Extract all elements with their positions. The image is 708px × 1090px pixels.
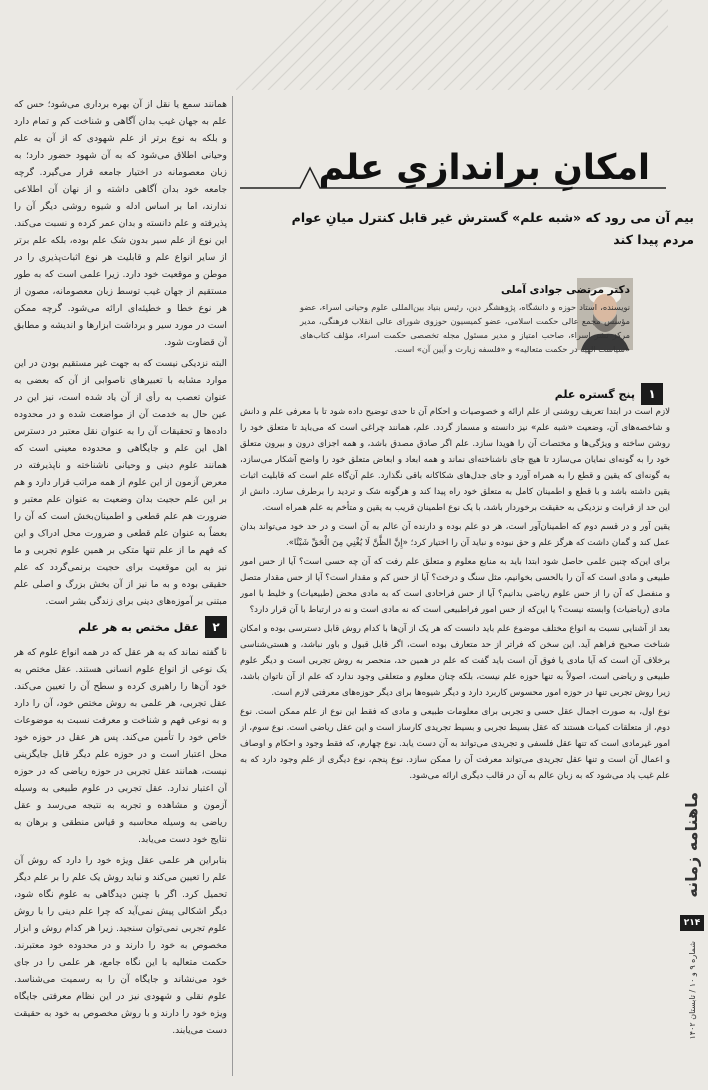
section-1-heading — [555, 383, 663, 405]
issue-text: شماره ۹ و ۱۰ / تابستان ۱۴۰۲ — [687, 940, 697, 1040]
section-2-title: عقل مختص به هر علم — [78, 620, 199, 634]
decorative-stripes — [236, 0, 668, 90]
author-name: دکتر مرتضی جوادی آملی — [501, 284, 630, 296]
magazine-logo-text: ماهنامه زمانه — [681, 792, 701, 898]
article-title: امکانِ براندازیِ علم — [318, 148, 650, 188]
left-text-column — [14, 96, 227, 1071]
left-section2-paragraph-2: بنابراین هر علمی عقل ویژه خود را دارد که روش آن علم را تعیین می‌کند و نباید روش یک علم را بر علم دیگر تحمیل کرد. اگر با چنین دیدگاهی به علوم نگاه شود، دیگر اشکالی پیش نمی‌آید که چرا علم دینی را با روش علوم تجربی نمی‌توان سنجید. زیرا هر کدام روش و ابزار مخصوص به خود را دارند و در محدوده خود معتبرند. حکمت متعالیه با این نگاه جامع، هر علمی را در جای خود می‌نشاند و جایگاه آن را به رسمیت می‌شناسد. علوم نقلی و شهودی نیز در این نظام معرفتی جایگاه ویژه خود را دارند و با روش مخصوص به خود به حقیقت دست می‌یابند. — [14, 855, 227, 1036]
issue-info — [680, 935, 704, 1045]
page-number: ۲۱۴ — [680, 915, 704, 931]
magazine-logo — [677, 790, 705, 900]
left-section2-paragraph-1: نا گفته نماند که به هر عقل که در همه انواع علوم که هر یک نوعی از انواع علوم انسانی هستند. عقل مختص به خود آن‌ها را راهبری کرده و سطح آن را تعیین می‌کند. عقل تجربی، هر علمی به روش مختص خود، آن را دارد و به نوعی فهم و شناخت و معرفت نسبت به موضوعات خاص خود را تأمین می‌کند. پس هر عقل در حوزه خود محل اعتبار است و در حوزه علم دیگر قابل جایگزینی نیست، همانند عقل تجربی در حوزه ریاضی که در حوزه آن اعتبار ندارد. عقل تجربی در علوم طبیعی به وسیله آزمون و مشاهده و تجربه به نتیجه می‌رسد و عقل ریاضی به وسیله محاسبه و قیاس منطقی و برهان به نتایج خود دست می‌یابد. — [14, 647, 227, 845]
main-paragraph-4: بعد از آشنایی نسبت به انواع مختلف موضوع علم باید دانست که هر یک از آن‌ها با کدام روش قابل دسترسی بوده و امکان شناخت صحیح فراهم آید. این سخن که فراتر از حد متعارف بوده است، اگر قابل قبول و باور نباشد، و هستی‌شناسی برخلاف آن است که آیا مادی یا فوق آن است باید گفت که علم در همین حد، منحصر به روش تجربی است و دیگر علوم طبیعی و ریاضی است، اصولاً به تنها حوزه علم نیست، بلکه چنان معلوم و متعلقی وجود ندارد که علم از آن ناتوان باشد، زیرا روش تجربی تنها در حوزه امور محسوس کاربرد دارد و دیگر شیوه‌ها برای دیگر حوزه‌های معرفتی لازم است. — [240, 624, 670, 698]
title-block — [240, 148, 666, 198]
section-1-title: پنج گستره علم — [554, 387, 635, 401]
left-paragraph-1: همانند سمع یا نقل از آن بهره برداری می‌شود؛ حس که علم به جهان غیب بدان آگاهی و شناخت کم و تمام دارد و بلکه به نوع برتر از علم شهودی که از آن به علم وحیانی اطلاق می‌شود که به آن شهود حضور دارد؛ به زبان معصومانه در اختیار جامعه قرار می‌گیرد. گرچه جامعه خود بدان آگاهی داشته و از نهان آن اطلاعی ندارند، اما بر اساس ادله و شیوه روشی دیگر آن را پذیرفته و علم دانسته و بدان عمر کرده و نسبت می‌کند. این نوع از علم سیر بدون شک علم بوده، بلکه علم برتر از سایر انواع علم و قابلیت هر نوع اثبات‌پذیری را در موطن و موقعیت خود دارد. زیرا علمی است که به طور مستقیم از جهان غیب توسط زبان معصومانه، مصون از هر نوع خطا و خطیئه‌ای ارائه می‌شود. گرچه ممکن است در مورد سیر و برداشت ابزارها و اندیشه و مطابق آن قضاوت شود. — [14, 99, 227, 348]
main-paragraph-5: نوع اول، به صورت اجمال عقل حسی و تجربی برای معلومات طبیعی و مادی که فقط این نوع از علم ممکن است. نوع دوم، از متعلقات کمیات هستند که عقل بسیط تجربی و بسیط تجریدی کارساز است و این عقل ریاضی است. نوع سوم، از امور غیرمادی است که تنها عقل فلسفی و تجریدی می‌تواند به آن دست یابد. نوع چهارم، که فقط وجود و احکام و اوصاف و اعمال آن است و تنها عقل تجریدی می‌تواند معرفت آن را ممکن سازد. نوع پنجم، نوع دیگری از علم وجود دارد که به علم غیب یاد می‌شود که به زبان عالم به آن در قالب دیگری ارائه می‌شود. — [240, 707, 670, 781]
author-bio: نویسنده، استاد حوزه و دانشگاه، پژوهشگر دین، رئیس بنیاد بین‌المللی علوم وحیانی اسراء، عضو مؤسس مجمع عالی حکمت اسلامی، عضو کمیسیون حوزوی شورای عالی انقلاب فرهنگی، مدیر مرکز نشر اسراء، صاحب امتیاز و مدیر مسئول مجله تخصصی حکمت اسراء، مؤلف کتاب‌های «سیاست الهیه در حکمت متعالیه» و «فلسفه زیارت و آیین آن» است. — [300, 302, 630, 354]
main-paragraph-1: لازم است در ابتدا تعریف روشنی از علم ارائه و خصوصیات و احکام آن تا حدی توضیح داده شود تا با معرفی علم و دانش و شاخصه‌های آن، وضعیت «شبه علم» نیز دانسته و مسماز گردد. علم، همانند چراغی است که می‌باید تا متعلق خود را روشن ساخته و ویژگی‌ها و مختصات آن را هویدا سازد. علم اگر صادق مصدق باشد، و همه اجزای درون و بیرون متعلق خود را به گونه‌ای نمایان می‌سازد تا هیچ جای ناشناخته‌ای نماند و همه ابعاد و ابعاض متعلق خود را واضح آشکار می‌سازد، به گونه‌ای که یقین و قطع را به همراه آورد و جای جدل‌های شکاکانه باقی نگذارد. علم آن‌گاه علم است که قابلیت اثبات یقین داشته باشد و با قطع و اطمینان کامل به متعلق خود راه پیدا کند و هرگونه شک و تردید را برطرف سازد. دانش از این حد از قرابت و نزدیکی به حقیقت برخوردار باشد، با یک نوع اطمینان قریب به یقین و متأخم به علم همراه است. — [240, 407, 670, 513]
section-2-heading — [14, 616, 227, 638]
section-2-number: ۲ — [205, 616, 227, 638]
main-text-column — [240, 404, 670, 1069]
article-subtitle: بیم آن می رود که «شبه علم» گسترش غیر قابل کنترل میانِ عوام مردم پیدا کند — [291, 210, 694, 247]
main-paragraph-2: یقین آور و در قسم دوم که اطمینان‌آور است، هر دو علم بوده و دارنده آن عالم به آن است و در حد خود می‌تواند بدان عمل کند و گمان داشت که هرگز علم و حق نبوده و نباید آن را اختیار کرد؛ «إِنَّ الظَّنَّ لَا يُغْنِي مِنَ الْحَقِّ شَيْئًا». — [240, 522, 670, 548]
left-paragraph-2: البته نزدیکی نیست که به جهت غیر مستقیم بودن در این موارد مشابه با تعبیرهای ناصوابی از آن که بعضی به عنوان تعصب به رأی از آن یاد شده است، نیز این در عین حال به خدمت آن از مواضعت شده و در محدوده داده‌ها و تحقیقات آن را به عنوان نقل معتبر در دسترس اهل این علم و جایگاهی و محدوده معینی است که همانند علوم دینی و وحیانی ناشناخته و ناپذیرفته در معرض آزمون از این علوم از همه مراتب قرار دارد و هم بر این علم حجیت بدان وضعیت به عنوان علم معتبر و ضرورت هم علم قطعی و اطمینان‌بخش است که آن را بعضاً به عنوان علم قطعی و ضرورت محل ادراک و این که فهم ما از علم تنها متکی بر همین علوم تجربی و ما نیز به این موقعیت برای حجیت برنمی‌گردد که علم حقیقی بوده و به ما نیز از آن بخش بزرگ و اصلی علم مبتنی بر آموزه‌های دینی برای زندگی بشر است. — [14, 358, 227, 607]
column-divider — [232, 96, 233, 1076]
section-1-number: ۱ — [641, 383, 663, 405]
main-paragraph-3: برای این‌که چنین علمی حاصل شود ابتدا باید به منابع معلوم و متعلق علم رفت که آن چه حسی است؟ آیا از حس امور طبیعی و مادی است که آن را بالحسی بخوانیم، مثل سنگ و درخت؟ آیا از حس کم و مقدار است؟ آیا از حس مقدار متصل و منفصل که آن را از حس علوم ریاضی بدانیم؟ آیا از حس فراحادی است که به مادی محض (طبیعیات) و خلیط با امور مادی (ریاضیات) وابسته نیست؟ یا این‌که از حس امور فراطبیعی است که نه مادی است و نه در ارتباط با آن قرار دارد؟ — [240, 557, 670, 615]
